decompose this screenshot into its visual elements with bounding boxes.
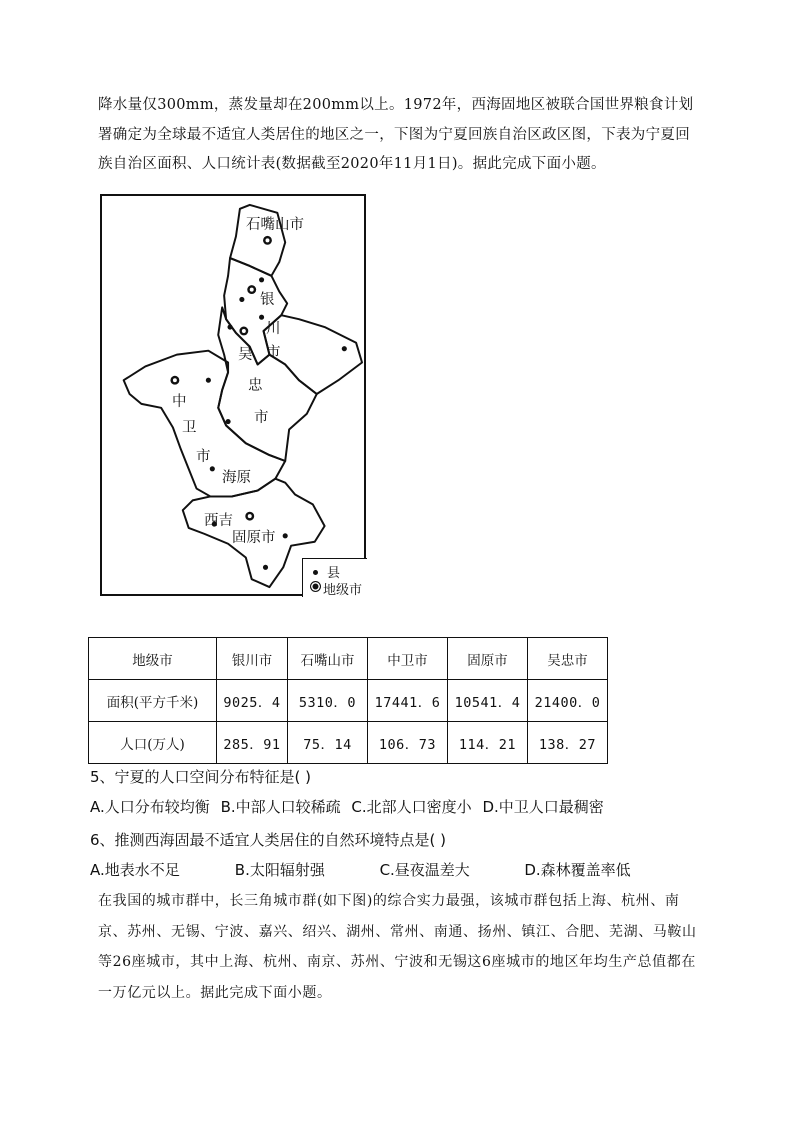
area-population-table: [88, 637, 608, 764]
table-cell: 10541．4: [448, 680, 528, 722]
passage-yangtze-delta: 在我国的城市群中，长三角城市群(如下图)的综合实力最强，该城市群包括上海、杭州、南京、苏州、无锡、宁波、嘉兴、绍兴、湖州、常州、南通、扬州、镇江、合肥、芜湖、马鞍山等26座城市，其中上海、杭州、南京、苏州、宁波和无锡这6座城市的地区年均生产总值都在一万亿元以上。据此完成下面小题。: [98, 893, 697, 1001]
q5-option-b[interactable]: B.中部人口较稀疏: [220, 798, 341, 816]
table-row-area: [89, 680, 608, 722]
table-header-cell: 吴忠市: [528, 638, 608, 680]
question-6-stem: 6、推测西海固最不适宜人类居住的自然环境特点是( ): [90, 831, 447, 849]
label-wuzhong-shi: 市: [254, 410, 269, 426]
label-zhongwei-shi: 市: [196, 449, 211, 465]
table-cell: 106．73: [368, 722, 448, 764]
label-guyuan: 固原市: [232, 530, 276, 546]
intro-paragraph: 降水量仅300mm，蒸发量却在200mm以上。1972年，西海固地区被联合国世界粮食计划署确定为全球最不适宜人类居住的地区之一，下图为宁夏回族自治区政区图，下表为宁夏回族自治区面积、人口统计表(数据截至2020年11月1日)。据此完成下面小题。: [98, 97, 694, 172]
table-header-cell: 固原市: [448, 638, 528, 680]
label-wuzhong-zhong: 忠: [248, 378, 263, 394]
q6-option-a[interactable]: A.地表水不足: [90, 861, 180, 879]
label-shizuishan: 石嘴山市: [246, 217, 304, 233]
table-cell: 138．27: [528, 722, 608, 764]
map-legend: [302, 558, 367, 597]
q6-option-c[interactable]: C.昼夜温差大: [379, 861, 470, 879]
table-header-cell: 石嘴山市: [288, 638, 368, 680]
county-dot-icon: [313, 570, 318, 575]
q5-option-d[interactable]: D.中卫人口最稠密: [482, 798, 604, 816]
table-header-cell: 银川市: [217, 638, 288, 680]
question-6-options: [90, 859, 631, 880]
table-cell: 285．91: [217, 722, 288, 764]
table-row-population: [89, 722, 608, 764]
table-row-label: 人口(万人): [89, 722, 217, 764]
label-yin: 银: [260, 292, 275, 308]
table-cell: 75．14: [288, 722, 368, 764]
label-zhongwei-wei: 卫: [182, 420, 197, 436]
table-cell: 114．21: [448, 722, 528, 764]
table-cell: 17441．6: [368, 680, 448, 722]
question-5-options: [90, 796, 604, 817]
label-yinchuan-shi: 市: [266, 345, 281, 361]
q6-option-b[interactable]: B.太阳辐射强: [234, 861, 325, 879]
q5-option-a[interactable]: A.人口分布较均衡: [90, 798, 210, 816]
table-header-cell: 地级市: [89, 638, 217, 680]
label-zhongwei-zhong: 中: [172, 394, 187, 410]
label-chuan: 川: [266, 321, 281, 337]
table-row-label: 面积(平方千米): [89, 680, 217, 722]
table-header-cell: 中卫市: [368, 638, 448, 680]
question-5-stem: 5、宁夏的人口空间分布特征是( ): [90, 768, 312, 786]
table-header-row: [89, 638, 608, 680]
legend-prefecture-label: 地级市: [323, 583, 363, 598]
table-cell: 21400．0: [528, 680, 608, 722]
legend-prefecture: [309, 579, 362, 598]
legend-county-label: 县: [327, 566, 341, 581]
label-haiyuan: 海原: [222, 470, 251, 486]
table-cell: 5310．0: [288, 680, 368, 722]
label-xiji: 西吉: [204, 513, 233, 529]
q5-option-c[interactable]: C.北部人口密度小: [351, 798, 472, 816]
ningxia-map: [100, 194, 366, 596]
prefecture-dot-icon: [310, 581, 321, 592]
q6-option-d[interactable]: D.森林覆盖率低: [524, 861, 631, 879]
table-cell: 9025．4: [217, 680, 288, 722]
label-wu: 吴: [238, 347, 253, 363]
